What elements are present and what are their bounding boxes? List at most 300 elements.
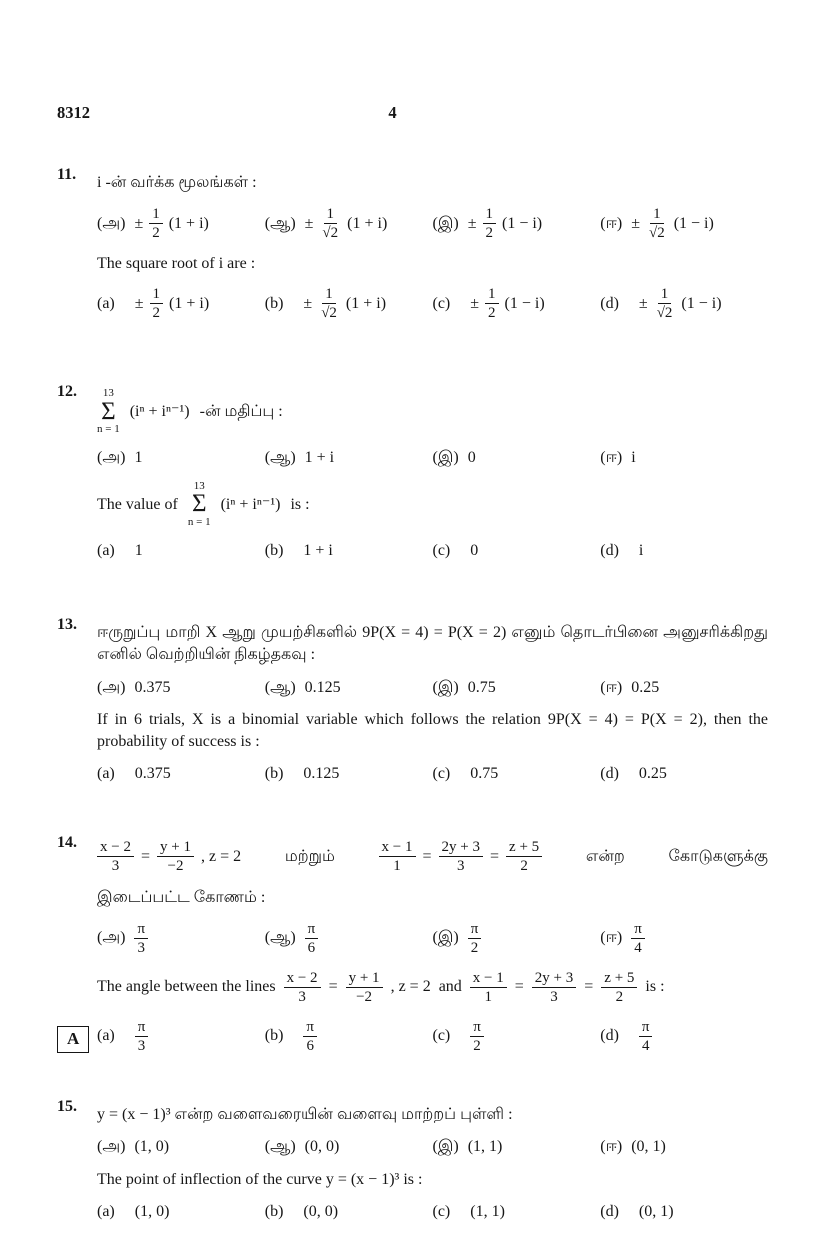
option-label: (d) bbox=[600, 295, 619, 313]
q13-english-prompt: If in 6 trials, X is a binomial variable which follows the relation 9P(X = 4) = P(X = 2), then the probability of success is : bbox=[97, 711, 768, 750]
option-text: 1 bbox=[134, 449, 143, 467]
option-tail: (1 − i) bbox=[681, 295, 722, 313]
fraction bbox=[439, 838, 483, 875]
equals-sign: = bbox=[140, 847, 150, 865]
option-value bbox=[470, 1201, 505, 1223]
fraction bbox=[346, 969, 383, 1006]
fraction-numerator: 2y + 3 bbox=[439, 838, 483, 857]
equals-sign: = bbox=[422, 847, 432, 865]
q15-options-tamil bbox=[97, 1136, 768, 1158]
q13-option-tamil-3 bbox=[433, 677, 601, 699]
q14-equation-1 bbox=[97, 838, 241, 875]
fraction bbox=[135, 1018, 149, 1055]
sum-upper-limit: 13 bbox=[102, 387, 114, 400]
question-number: 11. bbox=[57, 166, 77, 184]
q14-option-english-2 bbox=[265, 1018, 433, 1055]
version-code-box: A bbox=[57, 1026, 89, 1053]
option-text: 0.25 bbox=[631, 678, 660, 696]
q13-options-tamil bbox=[97, 677, 768, 699]
option-text: 1 bbox=[134, 541, 143, 559]
fraction-denominator: √2 bbox=[322, 224, 339, 241]
option-value bbox=[303, 1201, 338, 1223]
option-text: 1 + i bbox=[304, 449, 335, 467]
sum-lower-limit: n = 1 bbox=[97, 423, 120, 436]
plus-minus-sign: ± bbox=[470, 295, 480, 313]
plus-minus-sign: ± bbox=[304, 214, 314, 232]
q13-option-tamil-2 bbox=[265, 677, 433, 699]
fraction-denominator: 4 bbox=[634, 939, 642, 956]
z-part: , z = 2 bbox=[200, 847, 242, 865]
option-value bbox=[134, 677, 170, 699]
option-text: 0.125 bbox=[303, 765, 340, 783]
q12-option-english-4 bbox=[600, 540, 768, 562]
option-text: (1, 0) bbox=[134, 1203, 170, 1221]
q12-english-prompt bbox=[97, 480, 768, 529]
equals-sign: = bbox=[490, 847, 500, 865]
option-value bbox=[631, 677, 659, 699]
fraction bbox=[319, 205, 341, 242]
fraction-denominator: −2 bbox=[356, 988, 373, 1005]
option-text: (1, 0) bbox=[134, 1138, 170, 1156]
q11-english-prompt: The square root of i are : bbox=[97, 254, 256, 272]
option-value bbox=[639, 763, 667, 785]
q12-option-tamil-1 bbox=[97, 447, 265, 469]
option-text: 0 bbox=[470, 541, 479, 559]
option-text: 0.125 bbox=[304, 678, 341, 696]
q12-option-tamil-2 bbox=[265, 447, 433, 469]
q15-option-english-3 bbox=[433, 1201, 601, 1223]
q12-tamil-prompt bbox=[97, 387, 768, 436]
option-label: (a) bbox=[97, 295, 115, 313]
q14-option-tamil-1 bbox=[97, 920, 265, 957]
option-label: (அ) bbox=[97, 929, 126, 947]
fraction-denominator: 2 bbox=[520, 857, 528, 874]
fraction-numerator: 2y + 3 bbox=[532, 969, 576, 988]
question-12 bbox=[57, 381, 768, 572]
option-value bbox=[305, 447, 334, 469]
fraction-denominator: 3 bbox=[111, 857, 120, 874]
fraction bbox=[157, 838, 194, 875]
q12-english-pre: The value of bbox=[97, 495, 178, 513]
fraction-denominator: √2 bbox=[656, 305, 673, 322]
question-body bbox=[97, 1096, 768, 1234]
option-text: 0 bbox=[467, 449, 476, 467]
fraction-numerator: π bbox=[631, 920, 645, 939]
fraction-numerator: y + 1 bbox=[346, 969, 383, 988]
option-value bbox=[303, 285, 386, 322]
question-number: 14. bbox=[57, 833, 77, 851]
q14-option-english-3 bbox=[433, 1018, 601, 1055]
q13-tamil-prompt: ஈருறுப்பு மாறி X ஆறு முயற்சிகளில் 9P(X = 4) = P(X = 2) எனும் தொடர்பினை அனுசரிக்கிறது எனில் வெற்றியின் நிகழ்தகவு : bbox=[97, 624, 768, 663]
option-label: (b) bbox=[264, 1203, 284, 1221]
q12-english-tail: is : bbox=[290, 495, 310, 513]
option-value bbox=[639, 285, 722, 322]
q11-option-tamil-4 bbox=[600, 205, 768, 242]
option-text: 0.375 bbox=[134, 678, 171, 696]
fraction-denominator: 3 bbox=[457, 857, 465, 874]
q12-option-english-3 bbox=[433, 540, 601, 562]
option-text: 0.75 bbox=[467, 678, 496, 696]
option-value bbox=[468, 205, 542, 242]
option-label: (c) bbox=[432, 541, 451, 559]
option-text: 0.25 bbox=[638, 765, 667, 783]
fraction bbox=[150, 285, 164, 322]
fraction bbox=[646, 205, 668, 242]
option-label: (இ) bbox=[432, 214, 459, 232]
sum-lower-limit: n = 1 bbox=[187, 515, 211, 528]
question-14 bbox=[57, 832, 768, 1066]
fraction-numerator: x − 2 bbox=[284, 969, 321, 988]
option-label: (இ) bbox=[432, 449, 459, 467]
q12-options-tamil bbox=[97, 447, 768, 469]
option-label: (b) bbox=[264, 1027, 284, 1045]
fraction-denominator: 2 bbox=[152, 305, 161, 322]
option-value bbox=[639, 540, 643, 562]
q12-options-english bbox=[97, 540, 768, 562]
plus-minus-sign: ± bbox=[638, 295, 648, 313]
option-tail: (1 + i) bbox=[347, 214, 388, 232]
option-label: (d) bbox=[600, 541, 619, 559]
option-text: 1 + i bbox=[303, 541, 333, 559]
option-label: (c) bbox=[432, 295, 451, 313]
option-label: (b) bbox=[264, 295, 284, 313]
q13-option-english-1 bbox=[97, 763, 265, 785]
fraction-numerator: π bbox=[135, 1018, 149, 1037]
option-value bbox=[639, 1018, 653, 1055]
q14-option-tamil-2 bbox=[265, 920, 433, 957]
option-label: (ஆ) bbox=[264, 1138, 296, 1156]
option-text: 0.375 bbox=[134, 765, 171, 783]
option-label: (ஈ) bbox=[600, 449, 623, 467]
option-value bbox=[303, 763, 339, 785]
fraction bbox=[470, 969, 507, 1006]
fraction-denominator: 2 bbox=[470, 939, 479, 956]
q11-option-tamil-2 bbox=[265, 205, 433, 242]
fraction-numerator: 1 bbox=[658, 285, 672, 304]
q15-option-tamil-4 bbox=[600, 1136, 768, 1158]
option-label: (ஆ) bbox=[264, 678, 296, 696]
option-text: i bbox=[638, 541, 644, 559]
summation-symbol bbox=[188, 480, 211, 529]
option-tail: (1 − i) bbox=[504, 295, 545, 313]
q14-option-tamil-4 bbox=[600, 920, 768, 957]
option-value bbox=[468, 920, 482, 957]
fraction-denominator: √2 bbox=[648, 224, 665, 241]
fraction bbox=[470, 1018, 484, 1055]
option-text: (0, 1) bbox=[638, 1203, 674, 1221]
fraction bbox=[639, 1018, 653, 1055]
option-value bbox=[135, 763, 171, 785]
q15-option-tamil-3 bbox=[433, 1136, 601, 1158]
option-label: (ஆ) bbox=[264, 214, 296, 232]
fraction bbox=[303, 1018, 317, 1055]
fraction-numerator: π bbox=[303, 1018, 317, 1037]
fraction-numerator: 1 bbox=[485, 285, 499, 304]
fraction bbox=[305, 920, 319, 957]
sigma-glyph: Σ bbox=[191, 490, 207, 518]
option-text: (1, 1) bbox=[470, 1203, 505, 1221]
fraction bbox=[379, 838, 416, 875]
question-number: 12. bbox=[57, 383, 77, 401]
option-label: (அ) bbox=[97, 1138, 126, 1156]
fraction bbox=[97, 838, 134, 875]
fraction-denominator: −2 bbox=[167, 857, 184, 874]
q11-options-tamil bbox=[97, 205, 768, 242]
option-value bbox=[468, 447, 476, 469]
question-number: 13. bbox=[57, 616, 77, 634]
fraction-numerator: 1 bbox=[650, 205, 664, 224]
fraction-numerator: π bbox=[639, 1018, 653, 1037]
option-value bbox=[639, 1201, 674, 1223]
option-value bbox=[134, 447, 142, 469]
q12-option-tamil-4 bbox=[600, 447, 768, 469]
option-label: (d) bbox=[600, 765, 619, 783]
fraction-denominator: 2 bbox=[152, 224, 160, 241]
option-value bbox=[305, 920, 319, 957]
question-number: 15. bbox=[57, 1097, 77, 1115]
fraction bbox=[483, 205, 497, 242]
option-value bbox=[631, 447, 635, 469]
option-label: (இ) bbox=[432, 678, 459, 696]
q13-option-english-2 bbox=[265, 763, 433, 785]
equals-sign: = bbox=[328, 978, 338, 996]
z-part: , z = 2 bbox=[390, 978, 431, 996]
plus-minus-sign: ± bbox=[303, 295, 313, 313]
q13-option-english-4 bbox=[600, 763, 768, 785]
fraction-denominator: 3 bbox=[298, 988, 306, 1005]
option-text: i bbox=[631, 449, 636, 467]
option-value bbox=[468, 1136, 503, 1158]
fraction bbox=[485, 285, 499, 322]
q14-tamil-line bbox=[97, 838, 768, 875]
q12-option-english-2 bbox=[265, 540, 433, 562]
option-text: (1, 1) bbox=[467, 1138, 503, 1156]
fraction-denominator: 3 bbox=[550, 988, 558, 1005]
q11-option-tamil-1 bbox=[97, 205, 265, 242]
q15-option-english-2 bbox=[265, 1201, 433, 1223]
fraction-numerator: π bbox=[134, 920, 148, 939]
fraction bbox=[601, 969, 637, 1006]
fraction bbox=[318, 285, 340, 322]
q14-english-pre: The angle between the lines bbox=[97, 978, 276, 996]
fraction-denominator: 1 bbox=[484, 988, 493, 1005]
fraction-numerator: x − 1 bbox=[470, 969, 507, 988]
q13-option-english-3 bbox=[433, 763, 601, 785]
question-11 bbox=[57, 164, 768, 333]
option-text: (0, 0) bbox=[304, 1138, 340, 1156]
option-label: (a) bbox=[97, 541, 115, 559]
option-label: (c) bbox=[432, 1027, 451, 1045]
q15-tamil-prompt: y = (x − 1)³ என்ற வளைவரையின் வளைவு மாற்றப் புள்ளி : bbox=[97, 1105, 513, 1123]
q15-option-tamil-2 bbox=[265, 1136, 433, 1158]
option-label: (ஈ) bbox=[600, 678, 623, 696]
option-value bbox=[305, 205, 388, 242]
q15-options-english bbox=[97, 1201, 768, 1223]
option-tail: (1 + i) bbox=[169, 295, 210, 313]
question-13 bbox=[57, 614, 768, 796]
plus-minus-sign: ± bbox=[631, 214, 640, 232]
option-tail: (1 + i) bbox=[168, 214, 209, 232]
option-label: (c) bbox=[432, 765, 451, 783]
fraction-denominator: 6 bbox=[307, 939, 316, 956]
fraction bbox=[468, 920, 482, 957]
q14-equation-2 bbox=[379, 838, 543, 875]
q14-option-english-4 bbox=[600, 1018, 768, 1055]
fraction bbox=[284, 969, 321, 1006]
plus-minus-sign: ± bbox=[134, 295, 144, 313]
fraction-denominator: 1 bbox=[393, 857, 401, 874]
option-label: (a) bbox=[97, 1027, 115, 1045]
option-label: (அ) bbox=[97, 214, 126, 232]
option-label: (c) bbox=[432, 1203, 451, 1221]
fraction-numerator: π bbox=[468, 920, 482, 939]
option-label: (a) bbox=[97, 1203, 115, 1221]
fraction-numerator: 1 bbox=[150, 285, 164, 304]
option-tail: (1 + i) bbox=[345, 295, 387, 313]
fraction-numerator: π bbox=[470, 1018, 484, 1037]
q11-option-english-2 bbox=[265, 285, 433, 322]
q11-option-english-4 bbox=[600, 285, 768, 322]
q13-option-tamil-1 bbox=[97, 677, 265, 699]
option-text: (0, 1) bbox=[631, 1138, 666, 1156]
summation-symbol bbox=[97, 387, 120, 436]
fraction-denominator: √2 bbox=[321, 305, 337, 322]
option-label: (இ) bbox=[432, 929, 459, 947]
sum-upper-limit: 13 bbox=[193, 479, 205, 492]
option-value bbox=[470, 1018, 484, 1055]
question-body bbox=[97, 614, 768, 796]
option-label: (ஆ) bbox=[264, 929, 296, 947]
q14-tamil-tail-1: என்ற bbox=[585, 847, 625, 865]
option-label: (a) bbox=[97, 765, 115, 783]
option-label: (ஈ) bbox=[600, 214, 623, 232]
q14-tamil-mid: மற்றும் bbox=[284, 847, 335, 865]
plus-minus-sign: ± bbox=[134, 214, 144, 232]
option-value bbox=[135, 285, 209, 322]
q11-tamil-prompt: i -ன் வர்க்க மூலங்கள் : bbox=[97, 174, 257, 192]
q15-option-tamil-1 bbox=[97, 1136, 265, 1158]
q11-option-tamil-3 bbox=[433, 205, 601, 242]
q12-option-tamil-3 bbox=[433, 447, 601, 469]
q14-option-tamil-3 bbox=[433, 920, 601, 957]
page-header bbox=[57, 102, 768, 124]
fraction-numerator: y + 1 bbox=[157, 838, 194, 857]
exam-code: 8312 bbox=[57, 103, 90, 122]
option-tail: (1 − i) bbox=[502, 214, 543, 232]
fraction-numerator: x − 1 bbox=[379, 838, 416, 857]
q11-option-english-1 bbox=[97, 285, 265, 322]
option-label: (d) bbox=[600, 1027, 619, 1045]
option-text: (0, 0) bbox=[303, 1203, 339, 1221]
option-value bbox=[470, 763, 498, 785]
q14-tamil-tail-2: கோடுகளுக்கு bbox=[668, 847, 768, 865]
sum-expression: (iⁿ + iⁿ⁻¹) bbox=[129, 403, 190, 421]
option-label: (b) bbox=[264, 541, 284, 559]
fraction-denominator: 2 bbox=[473, 1037, 481, 1054]
option-label: (அ) bbox=[97, 449, 126, 467]
fraction-numerator: 1 bbox=[322, 285, 336, 304]
q14-option-english-1 bbox=[97, 1018, 265, 1055]
fraction-denominator: 4 bbox=[641, 1037, 650, 1054]
fraction-numerator: z + 5 bbox=[601, 969, 637, 988]
q13-options-english bbox=[97, 763, 768, 785]
q15-option-english-1 bbox=[97, 1201, 265, 1223]
q14-english-and: and bbox=[438, 978, 462, 996]
q15-english-prompt: The point of inflection of the curve y = (x − 1)³ is : bbox=[97, 1170, 423, 1188]
option-value bbox=[631, 205, 714, 242]
option-value bbox=[135, 1018, 149, 1055]
option-value bbox=[468, 677, 496, 699]
option-text: 0.75 bbox=[470, 765, 499, 783]
sum-expression: (iⁿ + iⁿ⁻¹) bbox=[220, 495, 281, 513]
equals-sign: = bbox=[514, 978, 524, 996]
q15-option-english-4 bbox=[600, 1201, 768, 1223]
fraction bbox=[654, 285, 676, 322]
option-value bbox=[303, 540, 332, 562]
fraction-denominator: 2 bbox=[615, 988, 624, 1005]
fraction-numerator: 1 bbox=[483, 205, 497, 224]
fraction-numerator: 1 bbox=[149, 205, 163, 224]
sigma-glyph: Σ bbox=[101, 397, 116, 425]
option-label: (ஈ) bbox=[600, 929, 623, 947]
question-15 bbox=[57, 1096, 768, 1234]
option-label: (d) bbox=[600, 1203, 619, 1221]
fraction-numerator: π bbox=[305, 920, 319, 939]
fraction bbox=[134, 920, 148, 957]
fraction bbox=[506, 838, 542, 875]
option-label: (ஈ) bbox=[600, 1138, 623, 1156]
equals-sign: = bbox=[584, 978, 594, 996]
option-label: (b) bbox=[264, 765, 284, 783]
fraction bbox=[149, 205, 163, 242]
fraction-denominator: 6 bbox=[306, 1037, 314, 1054]
q13-option-tamil-4 bbox=[600, 677, 768, 699]
q14-tamil-line2: இடைப்பட்ட கோணம் : bbox=[97, 888, 266, 906]
option-value bbox=[631, 1136, 666, 1158]
option-value bbox=[303, 1018, 317, 1055]
question-body bbox=[97, 381, 768, 572]
fraction-denominator: 3 bbox=[137, 939, 145, 956]
option-label: (இ) bbox=[432, 1138, 459, 1156]
q12-option-english-1 bbox=[97, 540, 265, 562]
q14-english-line bbox=[97, 969, 768, 1006]
option-value bbox=[134, 920, 148, 957]
option-value bbox=[135, 1201, 170, 1223]
page-number: 4 bbox=[388, 103, 397, 122]
fraction-numerator: 1 bbox=[324, 205, 338, 224]
option-value bbox=[134, 1136, 169, 1158]
option-label: (ஆ) bbox=[264, 449, 296, 467]
option-value bbox=[134, 205, 208, 242]
option-value bbox=[470, 285, 544, 322]
option-value bbox=[135, 540, 143, 562]
question-body bbox=[97, 164, 768, 333]
option-value bbox=[305, 1136, 340, 1158]
option-tail: (1 − i) bbox=[673, 214, 714, 232]
q11-options-english bbox=[97, 285, 768, 322]
fraction-denominator: 2 bbox=[485, 224, 493, 241]
q14-options-english bbox=[97, 1018, 768, 1055]
fraction-denominator: 3 bbox=[137, 1037, 146, 1054]
fraction bbox=[532, 969, 576, 1006]
fraction bbox=[631, 920, 645, 957]
q14-english-tail: is : bbox=[645, 978, 665, 996]
option-value bbox=[631, 920, 645, 957]
plus-minus-sign: ± bbox=[467, 214, 477, 232]
option-value bbox=[305, 677, 341, 699]
q11-option-english-3 bbox=[433, 285, 601, 322]
question-body bbox=[97, 832, 768, 1066]
